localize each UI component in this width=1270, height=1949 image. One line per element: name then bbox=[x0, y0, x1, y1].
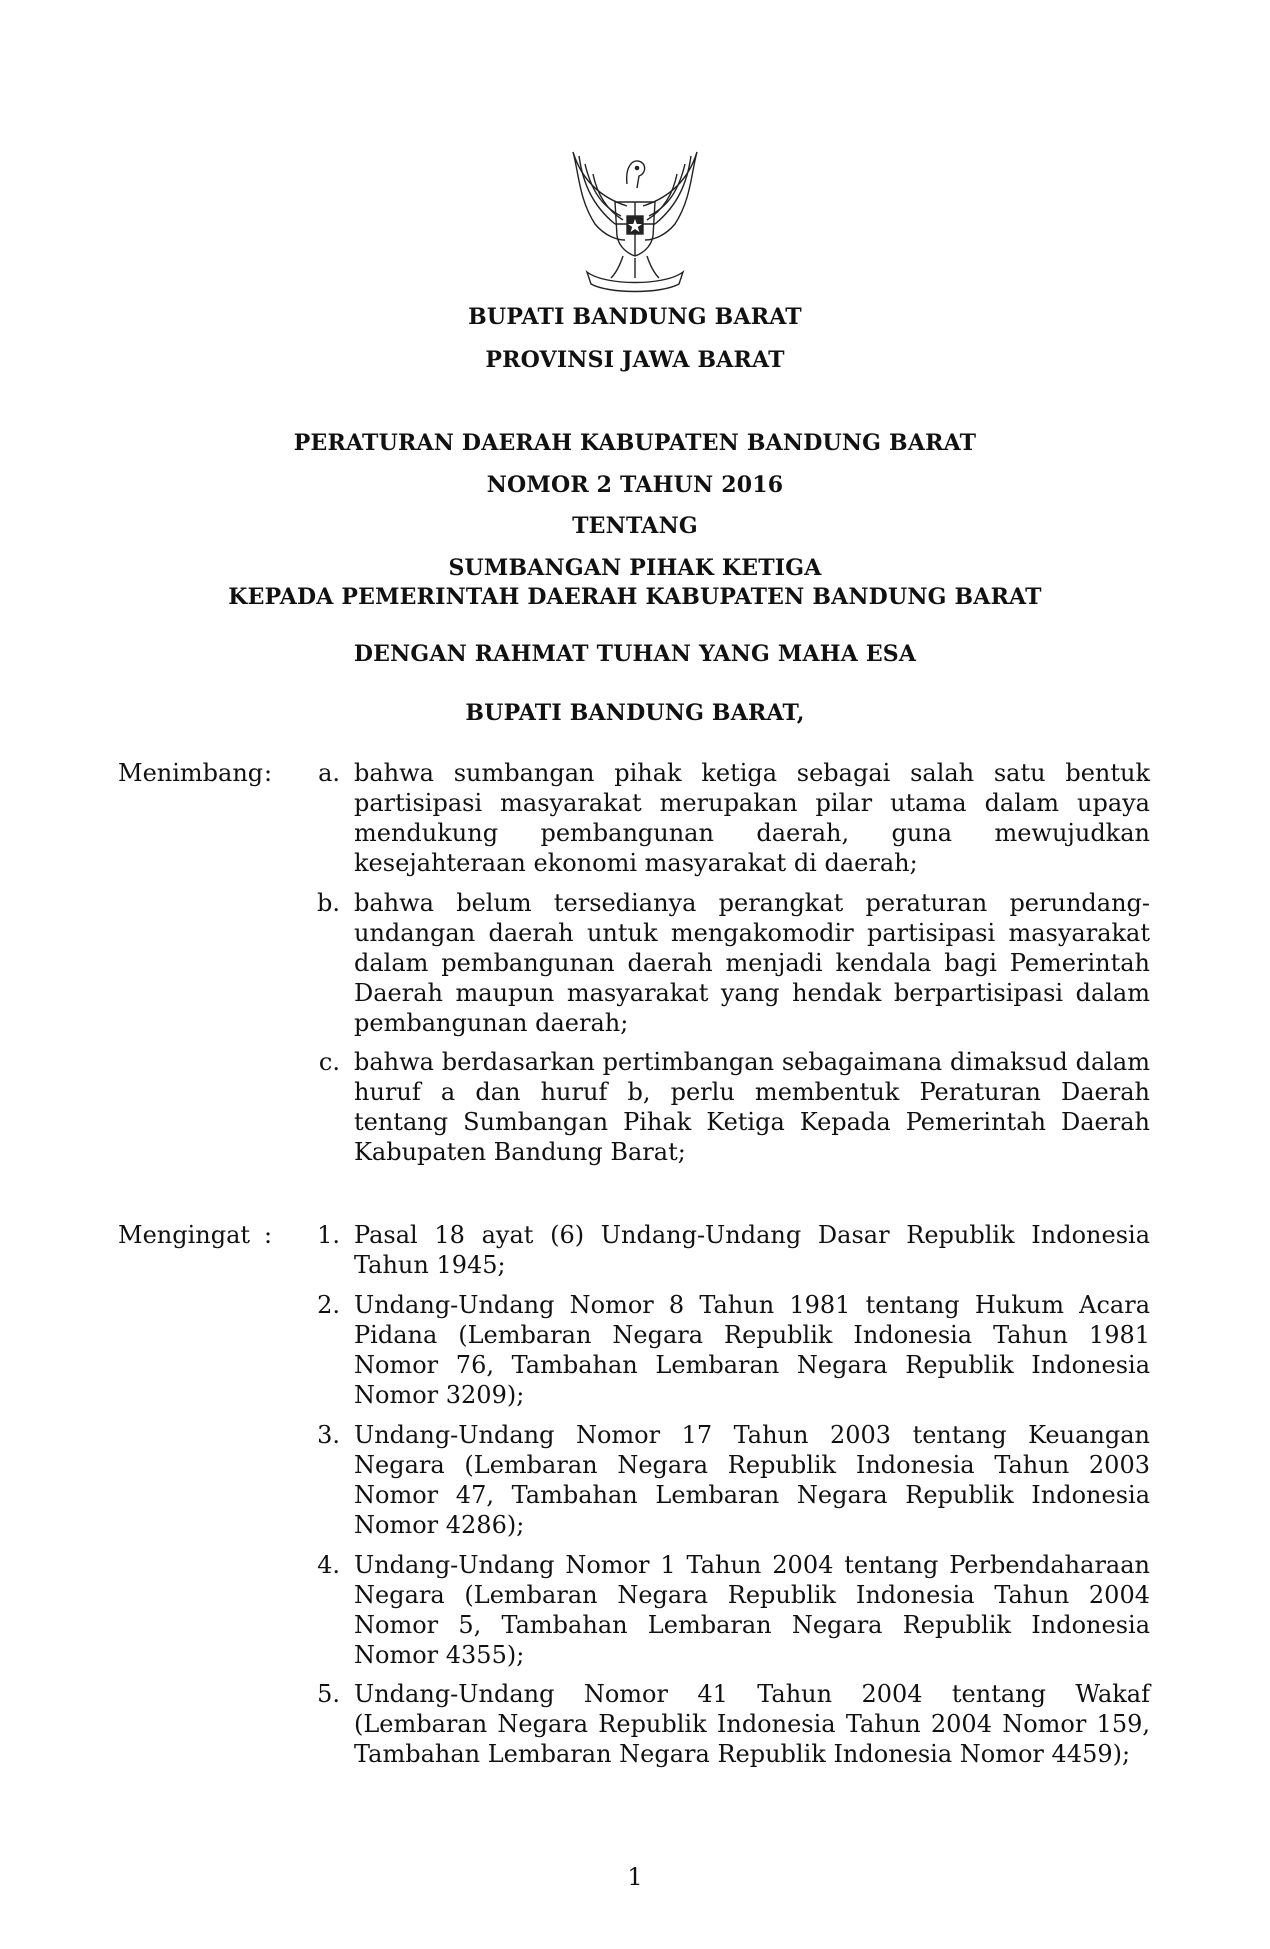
item-mark: a. bbox=[318, 759, 340, 787]
menimbang-label: Menimbang bbox=[118, 759, 264, 787]
garuda-emblem-icon bbox=[565, 144, 705, 294]
header-line-2: PROVINSI JAWA BARAT bbox=[485, 347, 785, 373]
item-mark: 5. bbox=[317, 1680, 340, 1708]
authority-line: BUPATI BANDUNG BARAT, bbox=[465, 700, 805, 726]
item-text: Pasal 18 ayat (6) Undang-Undang Dasar Republik Indonesia Tahun 1945; bbox=[354, 1221, 1150, 1279]
regulation-subject-line-1: SUMBANGAN PIHAK KETIGA bbox=[448, 555, 822, 581]
mengingat-item-1 bbox=[290, 1220, 1150, 1280]
mengingat-label: Mengingat bbox=[118, 1221, 251, 1249]
item-text: Undang-Undang Nomor 17 Tahun 2003 tentang Keuangan Negara (Lembaran Negara Republik Indonesia Tahun 2003 Nomor 47, Tambahan Lembaran Negara Republik Indonesia Nomor 4286); bbox=[354, 1421, 1150, 1539]
menimbang-colon: : bbox=[264, 759, 273, 787]
page-number: 1 bbox=[627, 1863, 643, 1891]
item-mark: 2. bbox=[317, 1291, 340, 1319]
mengingat-colon: : bbox=[264, 1221, 273, 1249]
item-text: Undang-Undang Nomor 41 Tahun 2004 tentang Wakaf (Lembaran Negara Republik Indonesia Tahun 2004 Nomor 159, Tambahan Lembaran Negara Republik Indonesia Nomor 4459); bbox=[354, 1680, 1150, 1768]
item-mark: b. bbox=[317, 889, 340, 917]
item-text: bahwa sumbangan pihak ketiga sebagai salah satu bentuk partisipasi masyarakat merupakan pilar utama dalam upaya mendukung pembangunan daerah, guna mewujudkan kesejahteraan ekonomi masyarakat di daerah; bbox=[354, 759, 1150, 877]
item-text: bahwa berdasarkan pertimbangan sebagaimana dimaksud dalam huruf a dan huruf b, perlu membentuk Peraturan Daerah tentang Sumbangan Pihak Ketiga Kepada Pemerintah Daerah Kabupaten Bandung Barat; bbox=[354, 1048, 1150, 1166]
menimbang-item-b bbox=[290, 888, 1150, 1038]
regulation-subject-line-2: KEPADA PEMERINTAH DAERAH KABUPATEN BANDUNG BARAT bbox=[228, 584, 1042, 610]
header-line-1: BUPATI BANDUNG BARAT bbox=[468, 304, 802, 330]
menimbang-item-a bbox=[290, 758, 1150, 878]
regulation-title: PERATURAN DAERAH KABUPATEN BANDUNG BARAT bbox=[293, 430, 977, 456]
mengingat-item-5 bbox=[290, 1679, 1150, 1769]
item-mark: 3. bbox=[317, 1421, 340, 1449]
item-mark: c. bbox=[318, 1048, 340, 1076]
menimbang-item-c bbox=[290, 1047, 1150, 1167]
item-text: Undang-Undang Nomor 8 Tahun 1981 tentang Hukum Acara Pidana (Lembaran Negara Republik Indonesia Tahun 1981 Nomor 76, Tambahan Lembaran Negara Republik Indonesia Nomor 3209); bbox=[354, 1291, 1150, 1409]
item-mark: 1. bbox=[317, 1221, 340, 1249]
item-text: Undang-Undang Nomor 1 Tahun 2004 tentang Perbendaharaan Negara (Lembaran Negara Republik Indonesia Tahun 2004 Nomor 5, Tambahan Lembaran Negara Republik Indonesia Nomor 4355); bbox=[354, 1551, 1150, 1669]
mengingat-item-2 bbox=[290, 1290, 1150, 1410]
mengingat-item-4 bbox=[290, 1550, 1150, 1670]
blessing-line: DENGAN RAHMAT TUHAN YANG MAHA ESA bbox=[353, 641, 917, 667]
item-text: bahwa belum tersedianya perangkat peraturan perundang-undangan daerah untuk mengakomodir partisipasi masyarakat dalam pembangunan daerah menjadi kendala bagi Pemerintah Daerah maupun masyarakat yang hendak berpartisipasi dalam pembangunan daerah; bbox=[354, 889, 1150, 1037]
regulation-about: TENTANG bbox=[572, 513, 698, 539]
item-mark: 4. bbox=[317, 1551, 340, 1579]
mengingat-item-3 bbox=[290, 1420, 1150, 1540]
regulation-number: NOMOR 2 TAHUN 2016 bbox=[486, 472, 784, 498]
